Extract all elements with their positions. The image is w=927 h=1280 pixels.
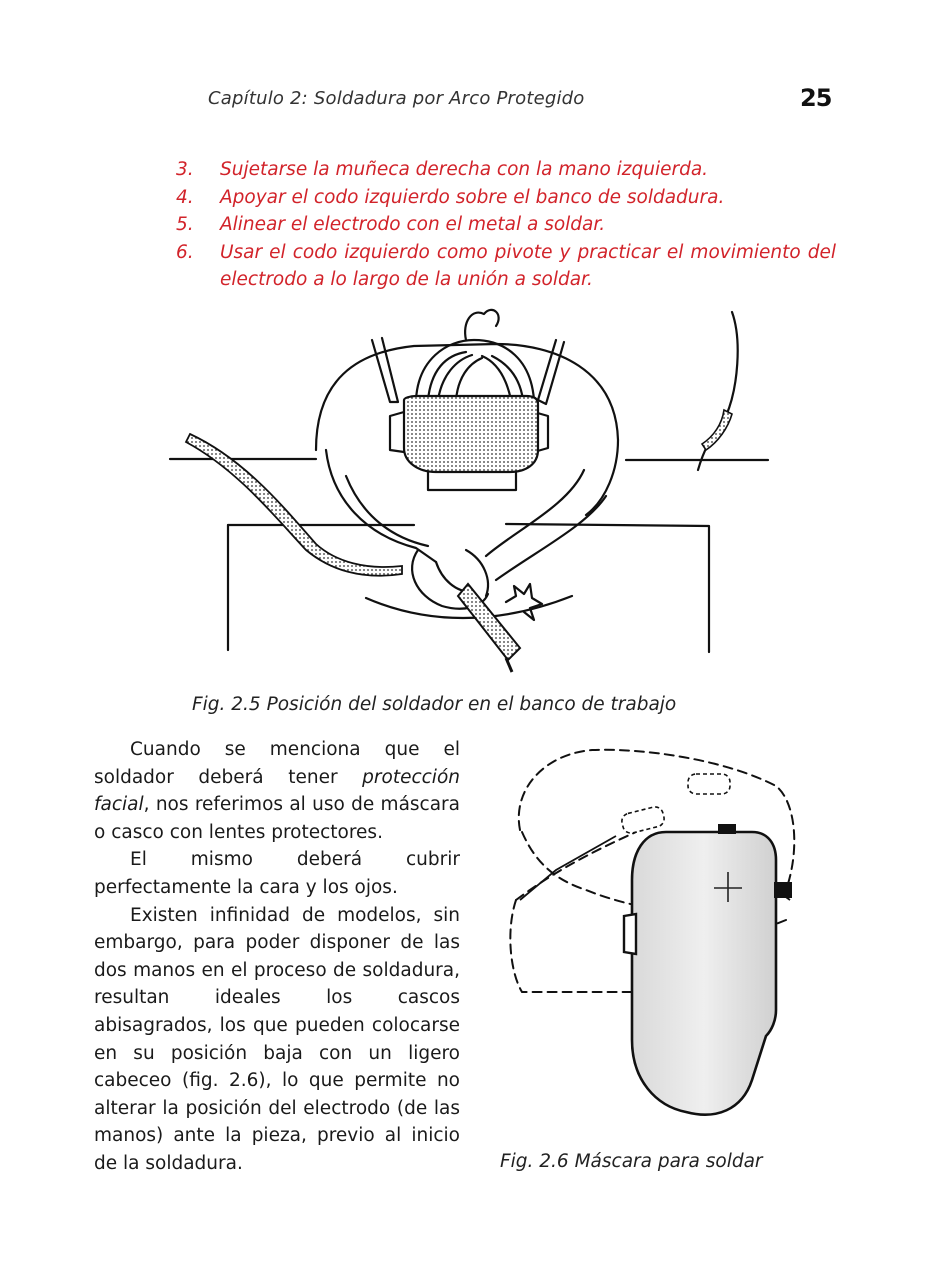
page-number: 25 [800, 84, 832, 112]
figure-2-5-caption: Fig. 2.5 Posición del soldador en el banco de trabajo [192, 694, 677, 715]
body-text [94, 736, 460, 1178]
paragraph-text: Cuando se menciona que el soldador deberá tener [94, 739, 460, 788]
welding-mask-illustration [496, 740, 816, 1120]
step-number: 5. [176, 214, 194, 235]
step-item [176, 211, 836, 239]
step-item [176, 156, 836, 184]
step-text: Sujetarse la muñeca derecha con la mano izquierda. [220, 159, 709, 180]
step-number: 6. [176, 241, 194, 263]
body-paragraph: Existen infinidad de modelos, sin embargo, para poder disponer de las dos manos en el proceso de soldadura, resultan ideales los cascos abisagrados, los que pueden colocarse en su posición baja con un ligero cabeceo (fig. 2.6), lo que permite no alterar la posición del electrodo (de las manos) ante la pieza, previo al inicio de la soldadura. [94, 904, 460, 1174]
paragraph-text: , nos referimos al uso de máscara o casco con lentes protectores. [94, 794, 460, 843]
step-number: 4. [176, 186, 194, 208]
body-paragraph: El mismo deberá cubrir perfectamente la cara y los ojos. [94, 849, 460, 898]
step-item [176, 239, 836, 294]
chapter-header-title: Capítulo 2: Soldadura por Arco Protegido [208, 88, 585, 109]
step-text: Usar el codo izquierdo como pivote y practicar el movimiento del electrodo a lo largo de la unión a soldar. [220, 241, 836, 290]
step-item [176, 184, 836, 212]
body-paragraph [94, 736, 460, 846]
emphasis-text: protección facial [94, 766, 460, 816]
step-text: Apoyar el codo izquierdo sobre el banco de soldadura. [220, 186, 725, 208]
step-text: Alinear el electrodo con el metal a soldar. [220, 214, 606, 235]
step-number: 3. [176, 159, 194, 180]
procedure-steps-list [176, 156, 836, 294]
welder-at-bench-illustration [166, 300, 776, 676]
figure-2-6-caption: Fig. 2.6 Máscara para soldar [500, 1151, 763, 1172]
